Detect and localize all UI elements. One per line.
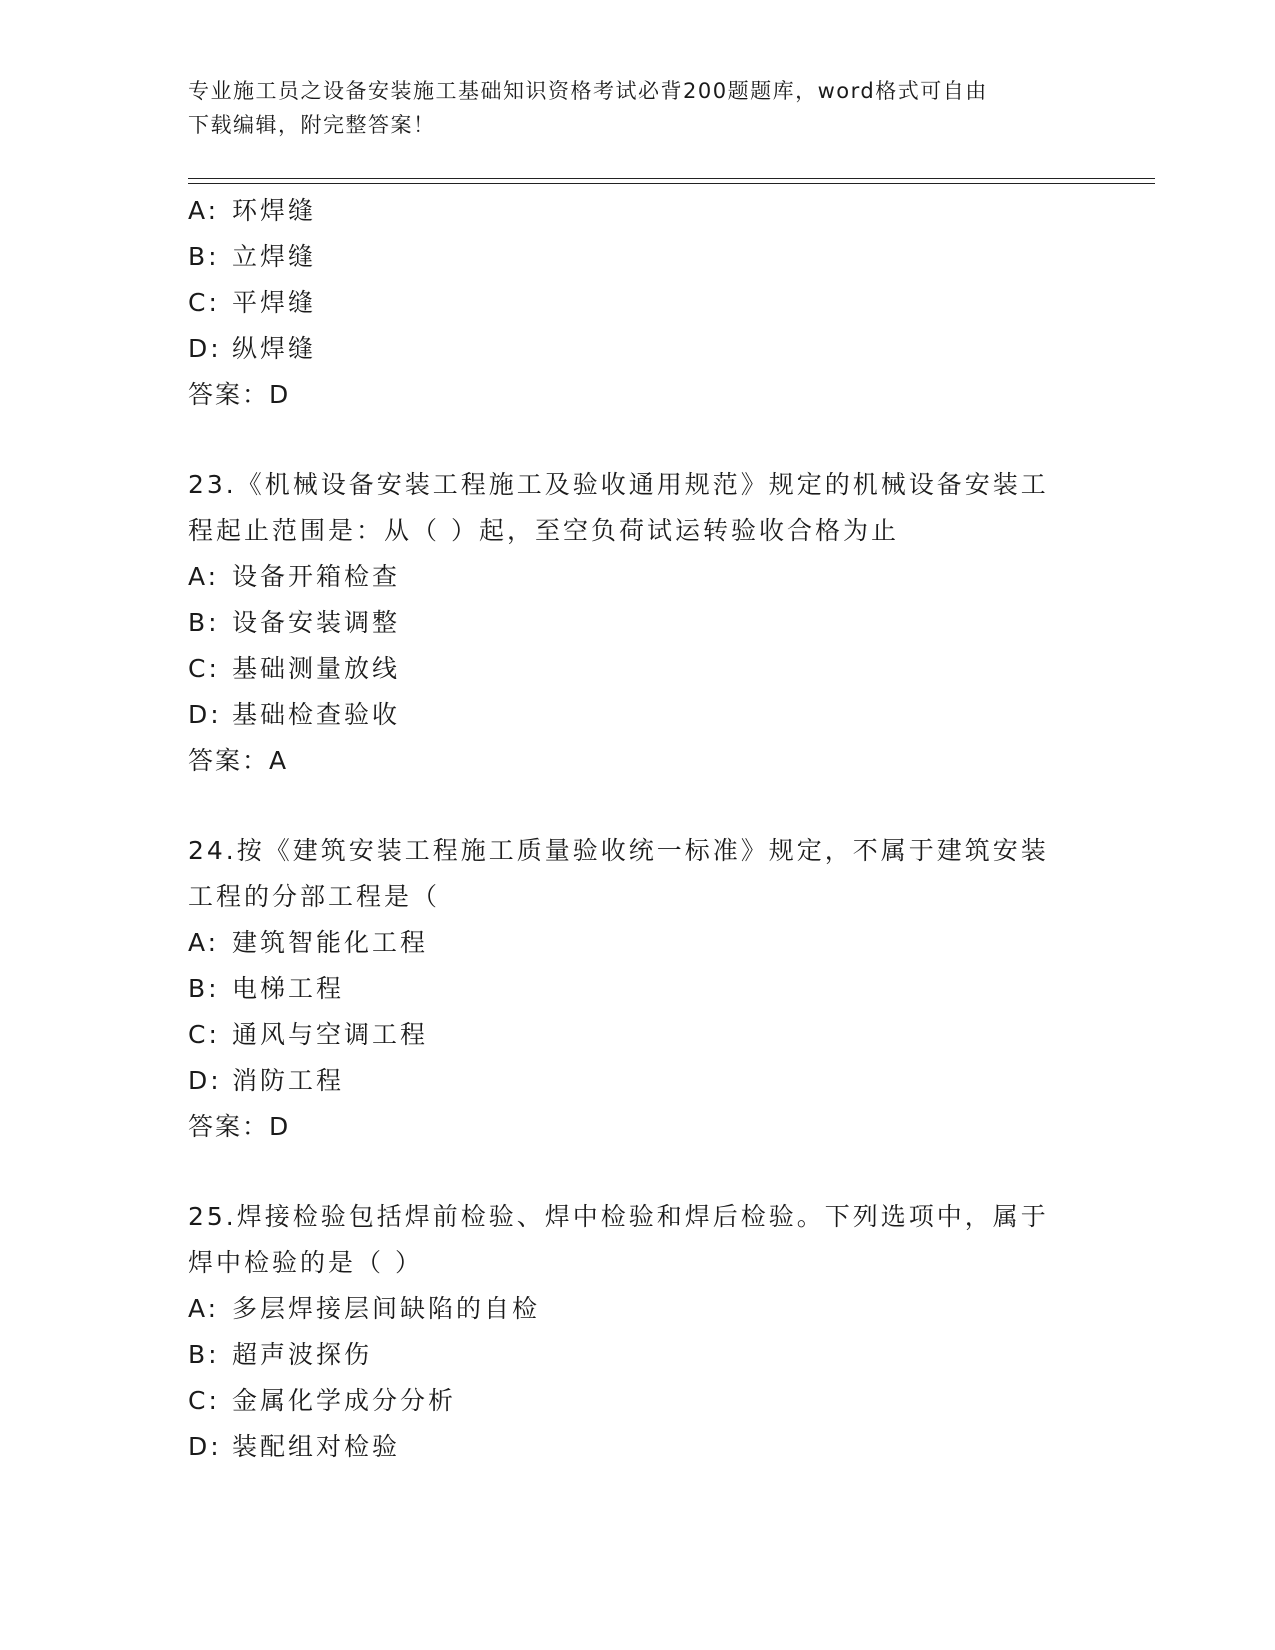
question-text-line-1: 24.按《建筑安装工程施工质量验收统一标准》规定，不属于建筑安装 (188, 836, 1049, 865)
question-25 (188, 1194, 1088, 1470)
option-d: D: 消防工程 (188, 1066, 345, 1095)
option-c: C: 通风与空调工程 (188, 1020, 429, 1049)
option-b: B: 设备安装调整 (188, 608, 401, 637)
answer-line: 答案：A (188, 746, 289, 775)
question-23 (188, 462, 1088, 784)
question-text-line-1: 25.焊接检验包括焊前检验、焊中检验和焊后检验。下列选项中，属于 (188, 1202, 1049, 1231)
answer-line: 答案：D (188, 1112, 291, 1141)
header-divider-top (188, 178, 1155, 179)
option-a: A: 设备开箱检查 (188, 562, 401, 591)
option-d: D: 纵焊缝 (188, 334, 317, 363)
header-divider-bottom (188, 183, 1155, 184)
option-a: A: 环焊缝 (188, 196, 317, 225)
header-line-1: 专业施工员之设备安装施工基础知识资格考试必背200题题库，word格式可自由 (188, 79, 988, 103)
option-c: C: 平焊缝 (188, 288, 317, 317)
option-b: B: 电梯工程 (188, 974, 345, 1003)
question-24 (188, 828, 1088, 1150)
question-text-line-1: 23.《机械设备安装工程施工及验收通用规范》规定的机械设备安装工 (188, 470, 1049, 499)
option-a: A: 多层焊接层间缺陷的自检 (188, 1294, 541, 1323)
answer-line: 答案：D (188, 380, 291, 409)
option-b: B: 立焊缝 (188, 242, 317, 271)
header-line-2: 下载编辑，附完整答案！ (188, 113, 436, 137)
option-a: A: 建筑智能化工程 (188, 928, 429, 957)
question-text-line-2: 工程的分部工程是（ (188, 882, 441, 911)
option-d: D: 装配组对检验 (188, 1432, 401, 1461)
document-header (188, 74, 1088, 142)
option-c: C: 金属化学成分分析 (188, 1386, 457, 1415)
question-list (188, 188, 1088, 1470)
option-b: B: 超声波探伤 (188, 1340, 373, 1369)
question-22 (188, 188, 1088, 418)
question-text-line-2: 焊中检验的是（ ） (188, 1248, 423, 1277)
question-text-line-2: 程起止范围是：从（ ）起，至空负荷试运转验收合格为止 (188, 516, 899, 545)
option-d: D: 基础检查验收 (188, 700, 401, 729)
option-c: C: 基础测量放线 (188, 654, 401, 683)
